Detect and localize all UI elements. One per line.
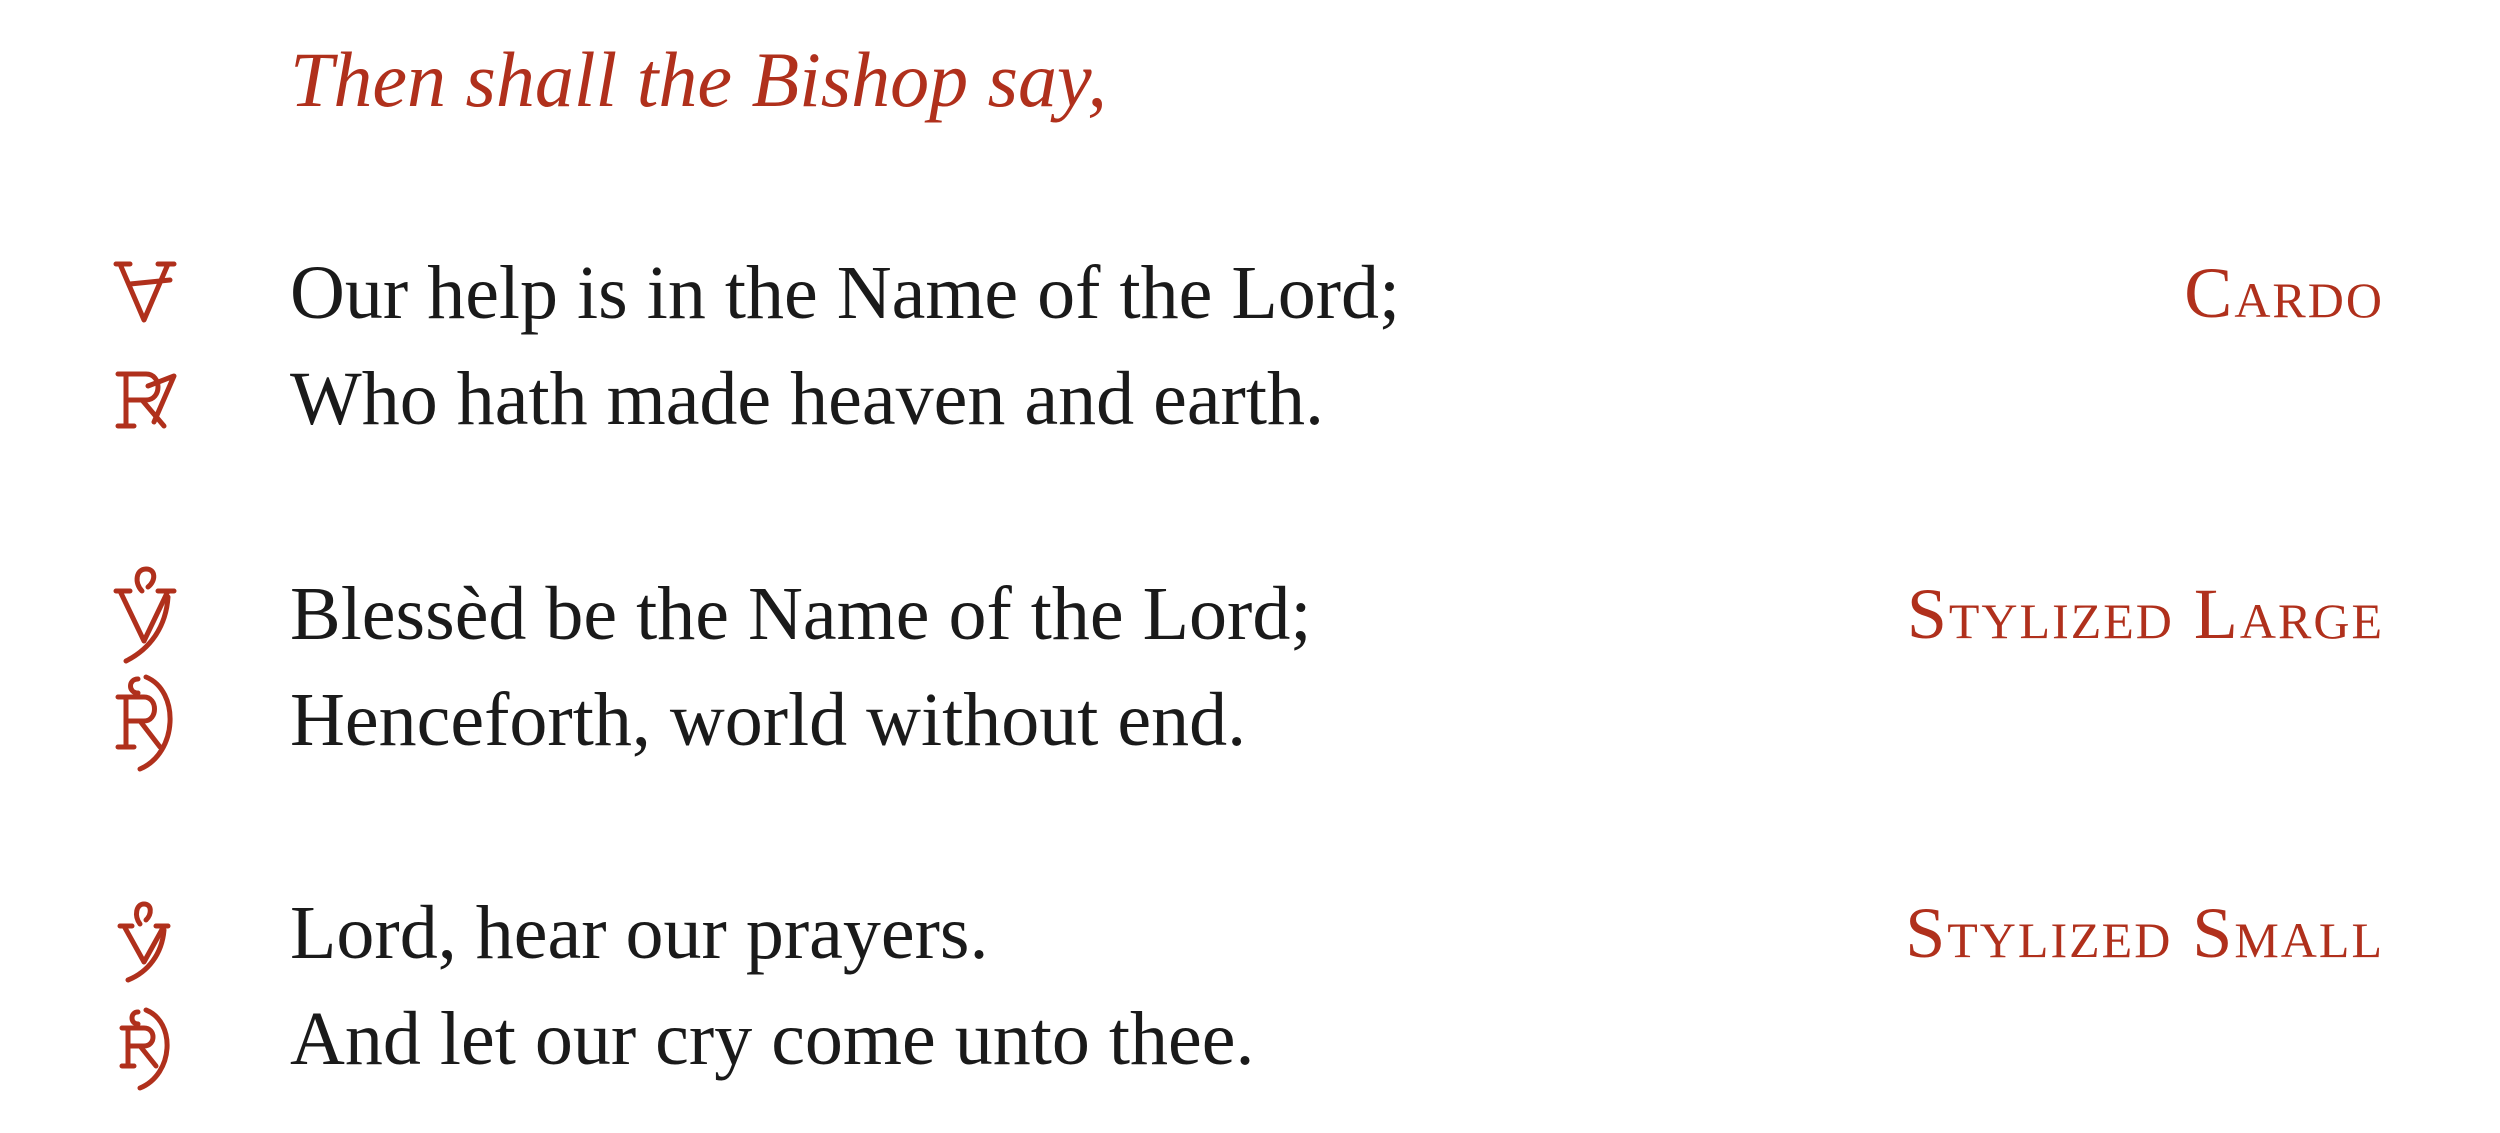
response-text: And let our cry come unto thee. [290,997,1255,1081]
versicle-text: Blessèd be the Name of the Lord; [290,572,1312,656]
response-line [0,986,2500,1092]
versicle-text: Our help is in the Name of the Lord; [290,251,1401,335]
variant-label: Stylized Large [1906,574,2384,654]
versicle-line [0,240,2500,346]
response-stylized-large-icon [112,667,182,773]
variant-label: Cardo [2184,253,2384,333]
versicle-line [0,880,2500,986]
response-stylized-small-icon [112,986,182,1092]
versicle-line [0,561,2500,667]
variant-label: Stylized Small [1905,893,2384,973]
response-line [0,346,2500,452]
versicle-stylized-small-icon [112,880,182,986]
response-icon [112,346,182,452]
versicle-text: Lord, hear our prayers. [290,891,989,975]
versicle-response-set-cardo [0,240,2500,452]
versicle-icon [112,240,182,346]
versicle-stylized-large-icon [112,561,182,667]
response-text: Who hath made heaven and earth. [290,357,1324,441]
response-line [0,667,2500,773]
response-text: Henceforth, world without end. [290,678,1247,762]
versicle-response-set-stylized-small [0,880,2500,1092]
rubric-heading: Then shall the Bishop say, [290,36,1107,123]
versicle-response-set-stylized-large [0,561,2500,773]
